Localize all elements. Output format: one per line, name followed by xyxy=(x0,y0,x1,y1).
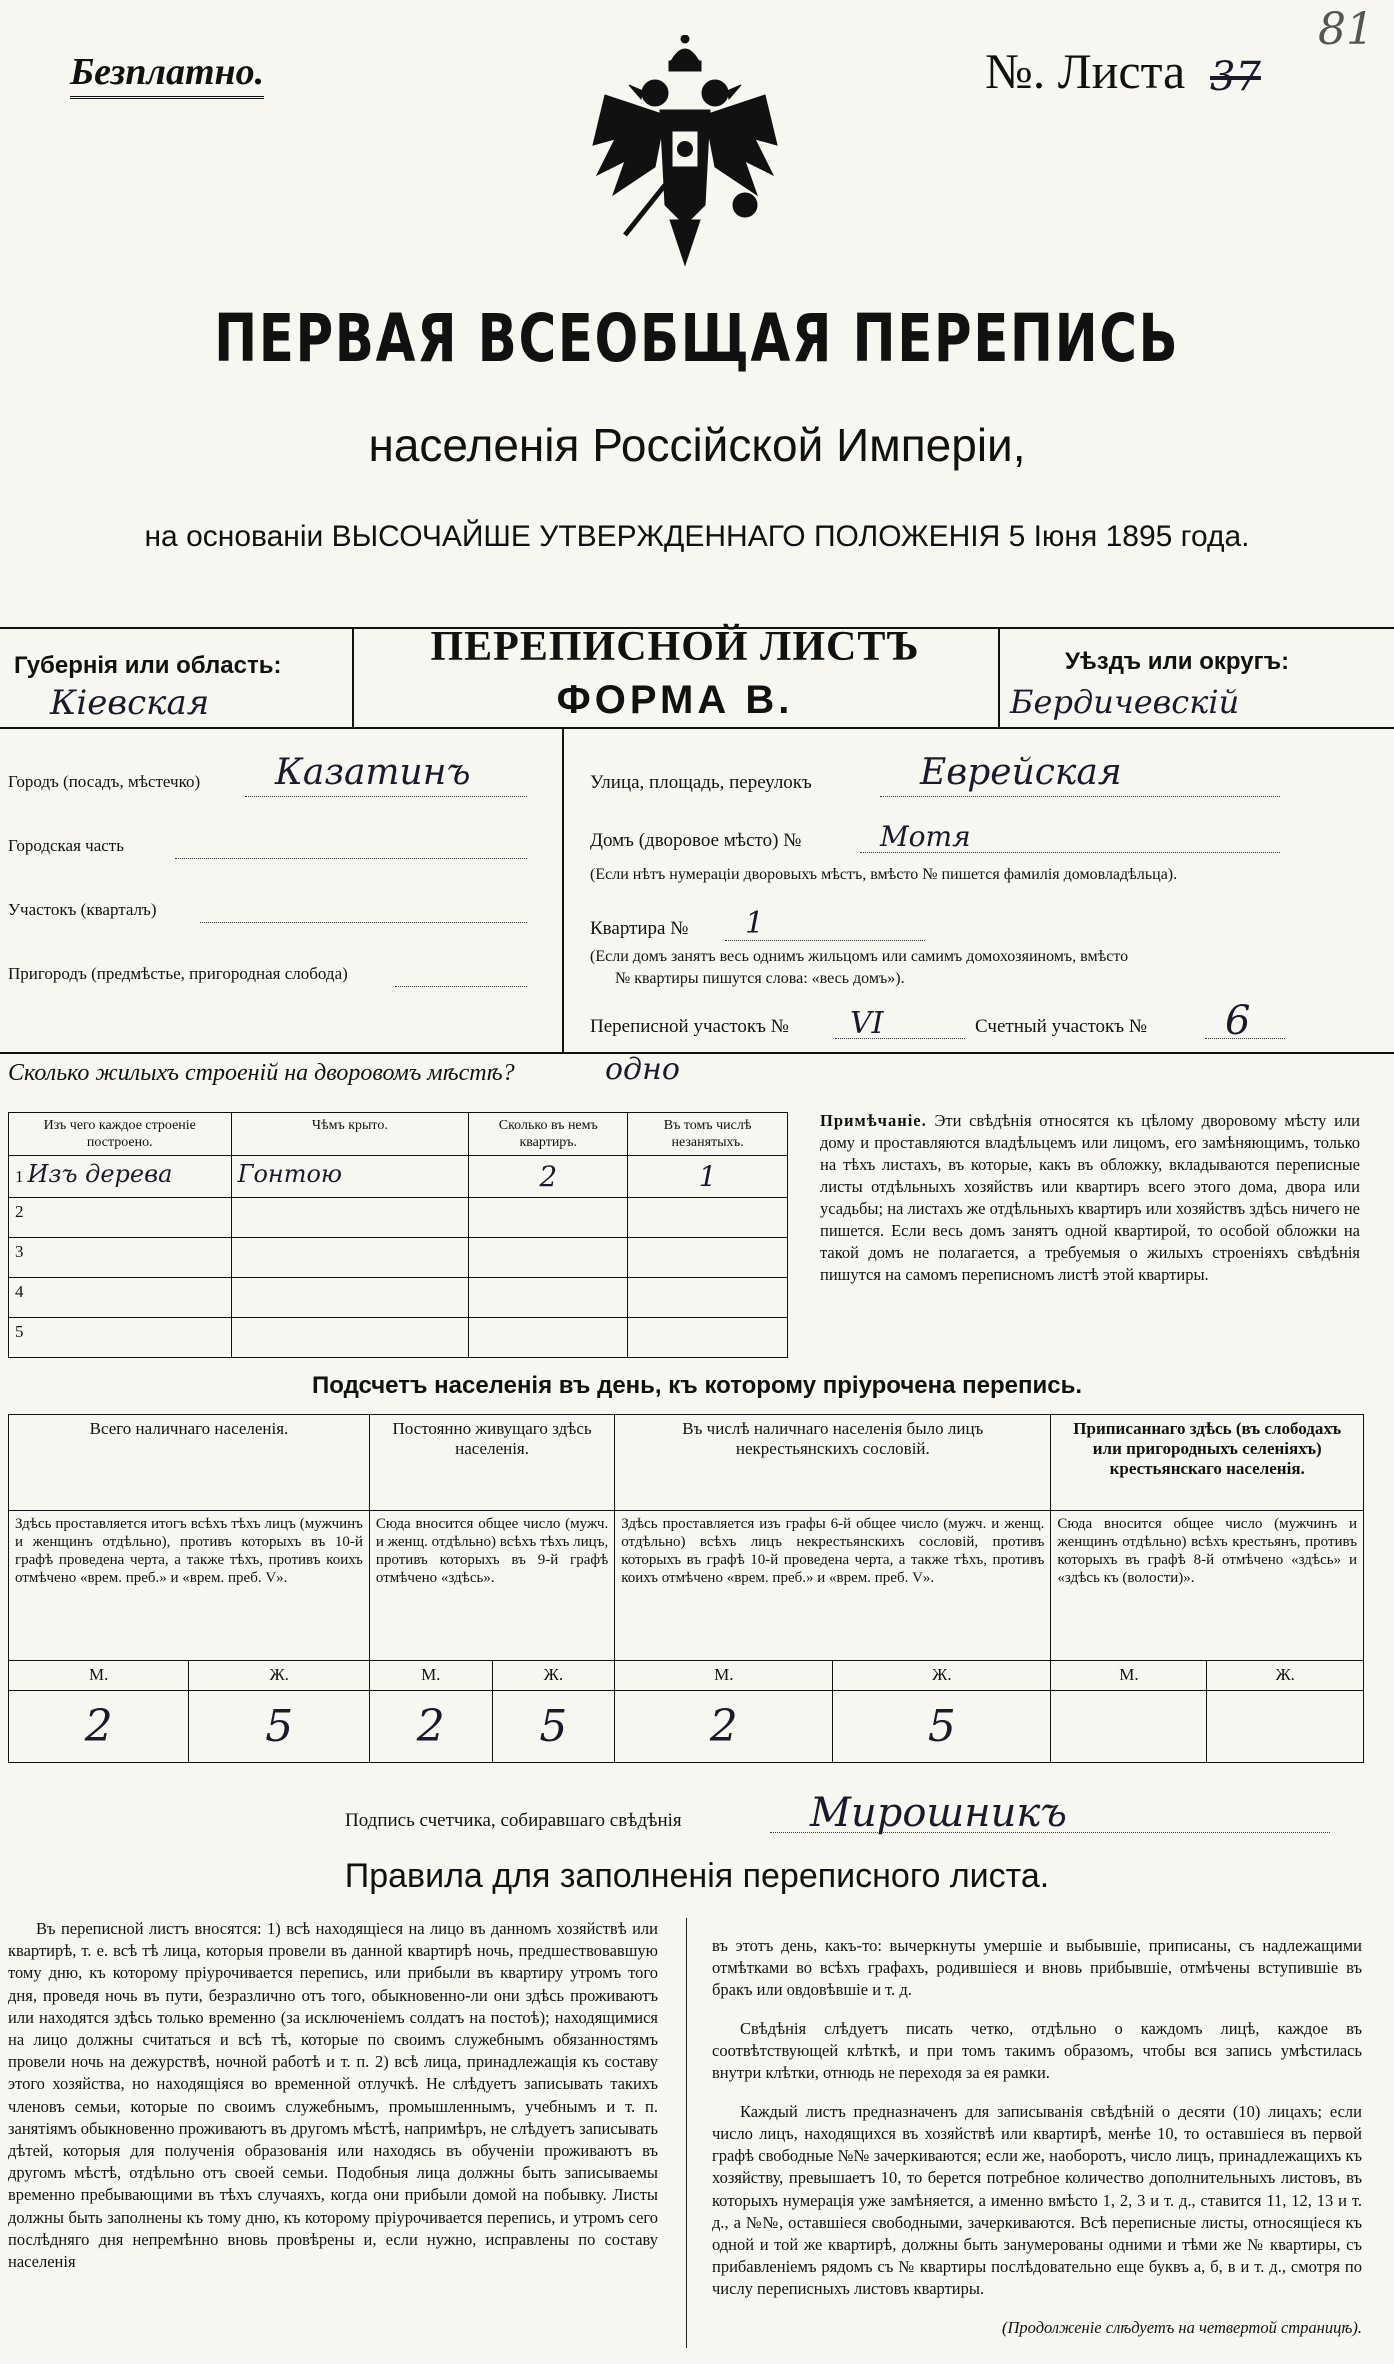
rules-right-column xyxy=(712,1918,1362,2356)
street-label: Улица, площадь, переулокъ xyxy=(590,772,812,793)
female-header: Ж. xyxy=(492,1661,615,1691)
peasant-female-count xyxy=(1207,1691,1364,1763)
permanent-female-count: 5 xyxy=(492,1691,615,1763)
row-number: 1 xyxy=(15,1167,24,1186)
count-district-label: Счетный участокъ № xyxy=(975,1016,1147,1037)
total-male-count: 2 xyxy=(9,1691,189,1763)
male-header: М. xyxy=(369,1661,492,1691)
legal-basis: на основаніи ВЫСОЧАЙШЕ УТВЕРЖДЕННАГО ПОЛОЖЕНІЯ 5 Іюня 1895 года. xyxy=(144,520,1250,553)
population-title: Подсчетъ населенія въ день, къ которому пріурочена перепись. xyxy=(312,1372,1082,1399)
house-note: (Если нѣтъ нумераціи дворовыхъ мѣстъ, вмѣсто № пишется фамилія домовладѣльца). xyxy=(590,866,1178,883)
buildings-header-vacant: Въ томъ числѣ незанятыхъ. xyxy=(628,1113,788,1156)
form-title: ПЕРЕПИСНОЙ ЛИСТЪ xyxy=(430,624,920,670)
note-title: Примѣчаніе. xyxy=(820,1111,927,1130)
sheet-number-label: №. Листа xyxy=(985,43,1186,99)
female-header: Ж. xyxy=(833,1661,1051,1691)
population-desc-peasant: Сюда вносится общее число (мужчинъ и женщинъ отдѣльно) всѣхъ крестьянъ, противъ которыхъ въ графѣ 8-й отмѣчено «здѣсь» и «здѣсь къ (волости)». xyxy=(1051,1511,1364,1661)
suburb-label: Пригородъ (предмѣстье, пригородная слобода) xyxy=(8,964,348,983)
male-header: М. xyxy=(1051,1661,1207,1691)
rules-right-para-2: Свѣдѣнія слѣдуетъ писать четко, отдѣльно о каждомъ лицѣ, каждое въ соотвѣтствующей клѣткѣ, и при томъ такимъ образомъ, чтобы вся запись умѣстилась внутри клѣтки, отнюдь не переходя за ея рамки. xyxy=(712,2018,1362,2083)
house-label: Домъ (дворовое мѣсто) № xyxy=(590,830,802,851)
signature-label: Подпись счетчика, собиравшаго свѣдѣнія xyxy=(345,1810,682,1831)
table-row xyxy=(9,1156,788,1198)
city-part-label: Городская часть xyxy=(8,836,124,855)
apartment-note-2: № квартиры пишутся слова: «весь домъ»). xyxy=(615,970,905,987)
row-number: 4 xyxy=(15,1282,24,1301)
table-row xyxy=(9,1318,788,1358)
population-desc-permanent: Сюда вносится общее число (мужч. и женщ. отдѣльно) всѣхъ тѣхъ лицъ, противъ которыхъ въ 9-й графѣ отмѣчено «здѣсь». xyxy=(369,1511,614,1661)
rules-right-para-1: въ этотъ день, какъ-то: вычеркнуты умершіе и выбывшіе, приписаны, съ надлежащими отмѣтками во всѣхъ графахъ, родившіеся и вновь прибывшіе, отмѣчены вступившіе въ бракъ или овдовѣвшіе и т. д. xyxy=(712,1935,1362,1999)
enumerator-signature: Мирошникъ xyxy=(810,1790,1067,1836)
population-desc-nonpeasant: Здѣсь проставляется изъ графы 6-й общее число (мужч. и женщ. отдѣльно) всѣхъ лицъ некрестьянскихъ сословій, противъ которыхъ въ графѣ 10-й проведена черта, а также тѣхъ, противъ коихъ отмѣчено «врем. преб.» и «врем. преб. V». xyxy=(615,1511,1051,1661)
subtitle: населенія Россійской Имперіи, xyxy=(368,419,1026,471)
corner-number: 81 xyxy=(1318,4,1374,55)
population-head-nonpeasant: Въ числѣ наличнаго населенія было лицъ некрестьянскихъ сословій. xyxy=(615,1415,1051,1511)
imperial-eagle-emblem xyxy=(585,35,785,275)
table-row xyxy=(9,1278,788,1318)
house-value: Мотя xyxy=(880,820,971,853)
row-material: Изъ дерева xyxy=(27,1160,173,1188)
uezd-value: Бердичевскій xyxy=(1010,683,1240,721)
buildings-answer: одно xyxy=(605,1052,680,1087)
row-number: 2 xyxy=(15,1202,24,1221)
uezd-label: Уѣздъ или округъ: xyxy=(1065,648,1290,675)
population-desc-total: Здѣсь проставляется итогъ всѣхъ тѣхъ лицъ (мужчинъ и женщинъ отдѣльно), противъ которыхъ въ 10-й графѣ проведена черта, а также тѣхъ, противъ коихъ отмѣчено «врем. преб.» и «врем. преб. V». xyxy=(9,1511,370,1661)
table-row xyxy=(9,1198,788,1238)
male-header: М. xyxy=(615,1661,833,1691)
population-table xyxy=(8,1414,1364,1763)
buildings-note xyxy=(820,1110,1360,1286)
census-district-label: Переписной участокъ № xyxy=(590,1016,789,1037)
rules-continuation: (Продолженіе слѣдуетъ на четвертой страницѣ). xyxy=(1002,2318,1362,2338)
table-row xyxy=(9,1238,788,1278)
total-female-count: 5 xyxy=(189,1691,369,1763)
street-value: Еврейская xyxy=(920,752,1122,793)
sheet-number-value: 37 xyxy=(1210,54,1261,100)
buildings-header-roof: Чѣмъ крыто. xyxy=(231,1113,469,1156)
rules-right-para-3: Каждый листъ предназначенъ для записыванія свѣдѣній о десяти (10) лицахъ; если число лицъ, находящихся въ хозяйствѣ или квартирѣ, менѣе 10, то оставшіеся въ первой графѣ свободные №№ зачеркиваются; если же, наоборотъ, число лицъ, принадлежащихъ къ хозяйству, превышаетъ 10, то берется потребное количество дополнительныхъ листовъ, въ которыхъ нумерація уже замѣняется, а именно вмѣсто 1, 2, 3 и т. д., ставится 11, 12, 13 и т. д., а №№, оставшіеся свободными, зачеркиваются. Всѣ переписные листы, относящіеся къ одной и той же квартирѣ, должны быть занумерованы одними и тѣми же № квартиры, съ прибавленіемъ рядомъ съ № квартиры послѣдовательно еще буквъ а, б, в и т. д., смотря по числу переписныхъ листовъ квартиры. xyxy=(712,2101,1362,2299)
form-letter: ФОРМА В. xyxy=(556,678,794,722)
apartment-note-1: (Если домъ занятъ весь однимъ жильцомъ или самимъ домохозяиномъ, вмѣсто xyxy=(590,948,1129,965)
row-roof: Гонтою xyxy=(237,1160,343,1188)
buildings-header-apartments: Сколько въ немъ квартиръ. xyxy=(469,1113,628,1156)
city-label: Городъ (посадъ, мѣстечко) xyxy=(8,772,201,791)
buildings-question: Сколько жилыхъ строеній на дворовомъ мѣстѣ? xyxy=(8,1060,515,1086)
female-header: Ж. xyxy=(189,1661,369,1691)
apartment-value: 1 xyxy=(745,906,765,941)
male-header: М. xyxy=(9,1661,189,1691)
main-title: ПЕРВАЯ ВСЕОБЩАЯ ПЕРЕПИСЬ xyxy=(214,300,1180,377)
nonpeasant-male-count: 2 xyxy=(615,1691,833,1763)
row-number: 3 xyxy=(15,1242,24,1261)
apartment-label: Квартира № xyxy=(590,918,689,939)
population-head-peasant: Приписаннаго здѣсь (въ слободахъ или пригородныхъ селеніяхъ) крестьянскаго населенія. xyxy=(1051,1415,1364,1511)
city-value: Казатинъ xyxy=(275,752,471,793)
row-number: 5 xyxy=(15,1322,24,1341)
female-header: Ж. xyxy=(1207,1661,1364,1691)
peasant-male-count xyxy=(1051,1691,1207,1763)
nonpeasant-female-count: 5 xyxy=(833,1691,1051,1763)
district-label: Участокъ (кварталъ) xyxy=(8,900,157,919)
gubernia-value: Кіевская xyxy=(50,683,210,723)
rules-left-column: Въ переписной листъ вносятся: 1) всѣ находящіеся на лицо въ данномъ хозяйствѣ или квартирѣ, т. е. всѣ тѣ лица, которыя провели въ данной квартирѣ ночь, предшествовавшую тому дню, къ которому пріурочивается перепись, или прибыли въ квартиру утромъ того дня, проведя ночь въ пути, безразлично отъ того, обыкновенно-ли они здѣсь проживаютъ или находятся здѣсь только временно (за исключеніемъ солдатъ на постоѣ); находящимися на лицо должны считаться и всѣ тѣ, которые по своимъ служебнымъ обязанностямъ провели ночь на дежурствѣ, ночной работѣ и т. п. 2) всѣ лица, принадлежащія къ составу этого хозяйства, но находящіяся во временной отлучкѣ. Не слѣдуетъ записывать такихъ членовъ семьи, которые по своимъ служебнымъ, промышленнымъ, учебнымъ и т. п. занятіямъ обыкновенно проживаютъ въ другомъ мѣстѣ, напримѣръ, не слѣдуетъ записывать дѣтей, которыя для полученія образованія или находясь въ обученіи проживаютъ въ другомъ мѣстѣ, отдѣльно отъ своей семьи. Подобныя лица должны быть записываемы временно пребывающими въ тѣхъ случаяхъ, когда они прибыли домой на побывку. Листы должны быть заполнены къ тому дню, къ которому пріурочивается перепись, и утромъ сего послѣдняго дня непремѣнно вновь провѣрены и, если нужно, исправлены по составу населенія xyxy=(8,1919,658,2272)
row-vacant: 1 xyxy=(698,1160,717,1193)
rules-title: Правила для заполненія переписного листа. xyxy=(344,1857,1050,1895)
note-text: Эти свѣдѣнія относятся къ цѣлому дворовому мѣсту или дому и проставляются владѣльцемъ или лицомъ, его замѣняющимъ, только на тѣхъ листахъ, въ которые, какъ въ обложку, вкладываются переписные листы отдѣльныхъ хозяйствъ или квартиръ всего этого дома, двора или усадьбы; на листахъ же отдѣльныхъ квартиръ или хозяйствъ здѣсь ничего не пишется. Если весь домъ занятъ одной квартирой, то особой обложки на такой домъ не полагается, а требуемыя о жилыхъ строеніяхъ свѣдѣнія пишутся на самомъ переписномъ листѣ этой квартиры. xyxy=(820,1111,1360,1284)
count-district-value: 6 xyxy=(1225,998,1251,1044)
buildings-header-material: Изъ чего каждое строеніе построено. xyxy=(9,1113,232,1156)
census-district-value: VI xyxy=(850,1006,884,1041)
buildings-table xyxy=(8,1112,788,1358)
population-head-permanent: Постоянно живущаго здѣсь населенія. xyxy=(369,1415,614,1511)
population-head-total: Всего наличнаго населенія. xyxy=(9,1415,370,1511)
row-apartments: 2 xyxy=(539,1160,558,1193)
free-label: Безплатно. xyxy=(70,50,264,99)
permanent-male-count: 2 xyxy=(369,1691,492,1763)
gubernia-label: Губернія или область: xyxy=(14,652,282,679)
